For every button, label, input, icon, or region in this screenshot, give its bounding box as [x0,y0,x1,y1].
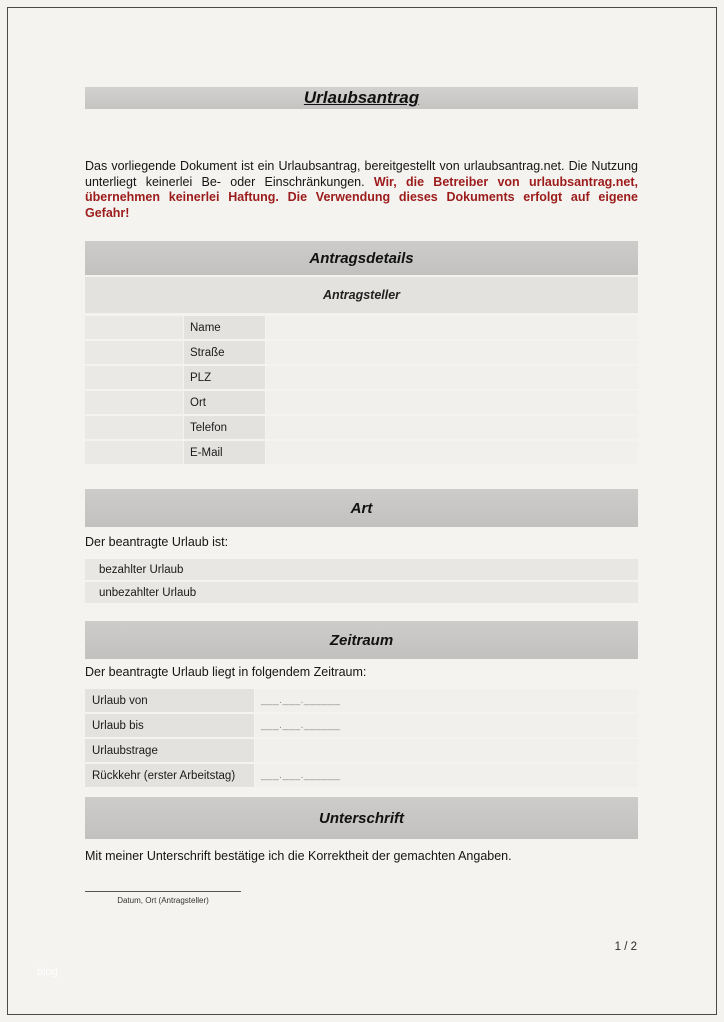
art-lead-text: Der beantragte Urlaub ist: [85,535,229,549]
field-value-name[interactable] [266,316,638,339]
intro-paragraph [85,159,638,221]
table-row [85,366,638,389]
option-bezahlter-urlaub[interactable]: bezahlter Urlaub [85,559,638,580]
field-value-urlaub-bis[interactable]: ___.___.______ [255,714,638,737]
signature-confirm-text: Mit meiner Unterschrift bestätige ich die Korrektheit der gemachten Angaben. [85,849,512,863]
table-row [85,316,638,339]
intro-warning-text: Wir, die Betreiber von urlaubsantrag.net, übernehmen keinerlei Haftung. Die Verwendung dieses Dokuments erfolgt auf eigene Gefahr! [85,174,638,220]
table-row [85,341,638,364]
table-row [85,441,638,464]
field-value-email[interactable] [266,441,638,464]
field-label-rueckkehr: Rückkehr (erster Arbeitstag) [85,764,255,787]
field-value-rueckkehr[interactable]: ___.___.______ [255,764,638,787]
table-row [85,689,638,712]
field-label-telefon: Telefon [183,416,266,439]
page-content [85,87,638,905]
document-title: Urlaubsantrag [85,87,638,109]
section-header-antragsdetails: Antragsdetails [85,241,638,275]
field-value-urlaub-von[interactable]: ___.___.______ [255,689,638,712]
signature-caption: Datum, Ort (Antragsteller) [117,896,209,905]
watermark-text: blog [37,966,58,978]
field-value-ort[interactable] [266,391,638,414]
field-label-strasse: Straße [183,341,266,364]
field-label-email: E-Mail [183,441,266,464]
period-table [85,689,638,787]
field-label-ort: Ort [183,391,266,414]
applicant-details-table [85,316,638,464]
zeitraum-lead-text: Der beantragte Urlaub liegt in folgendem Zeitraum: [85,665,367,679]
field-label-plz: PLZ [183,366,266,389]
row-gutter [85,441,183,464]
option-unbezahlter-urlaub[interactable]: unbezahlter Urlaub [85,582,638,603]
subheader-antragsteller: Antragsteller [85,277,638,313]
section-header-unterschrift: Unterschrift [85,797,638,839]
page-number: 1 / 2 [614,941,637,953]
field-label-urlaubstage: Urlaubstrage [85,739,255,762]
field-value-telefon[interactable] [266,416,638,439]
row-gutter [85,316,183,339]
table-row [85,391,638,414]
table-row [85,416,638,439]
row-gutter [85,416,183,439]
intro-text: Das vorliegende Dokument ist ein Urlaubsantrag, bereitgestellt von urlaubsantrag.net. Die Nutzung unterliegt keinerlei Be- oder Einschränkungen. [85,159,638,189]
row-gutter [85,366,183,389]
leave-type-options [85,559,638,603]
section-header-zeitraum: Zeitraum [85,621,638,659]
section-header-art: Art [85,489,638,527]
field-label-urlaub-von: Urlaub von [85,689,255,712]
row-gutter [85,341,183,364]
row-gutter [85,391,183,414]
field-value-strasse[interactable] [266,341,638,364]
signature-line [85,891,241,892]
field-label-name: Name [183,316,266,339]
field-label-urlaub-bis: Urlaub bis [85,714,255,737]
field-value-plz[interactable] [266,366,638,389]
field-value-urlaubstage[interactable] [255,739,638,762]
table-row [85,764,638,787]
table-row [85,714,638,737]
table-row [85,739,638,762]
signature-block [85,891,241,905]
